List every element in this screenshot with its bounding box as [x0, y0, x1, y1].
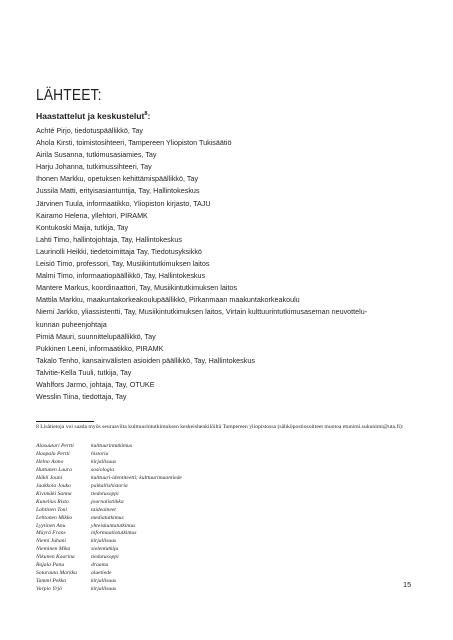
page-number: 15 — [403, 580, 412, 589]
person-field: tiedotusoppi — [91, 490, 119, 497]
list-item: Kairamo Helena, yllehtori, PIRAMK — [36, 210, 148, 220]
person-field: yhteiskuntatutkimus — [91, 522, 136, 529]
person-field: tiedotusoppi — [91, 554, 119, 561]
person-field: kulttuuri-identiteetti; kulttuurimaantiede — [91, 474, 182, 481]
list-item: Achté Pirjo, tiedotuspäällikkö, Tay — [36, 126, 143, 135]
table-row — [36, 562, 182, 570]
person-name: Nieminen Mika — [36, 546, 71, 553]
table-row — [36, 578, 182, 586]
footnote-mark: 8 — [144, 111, 148, 118]
person-name: Lyytinen Anu — [36, 522, 66, 529]
person-name: Jaakkola Jouko — [36, 482, 71, 489]
person-name: Kunelius Risto — [36, 498, 69, 505]
list-item: Wahlfors Jarmo, johtaja, Tay, OTUKE — [36, 379, 155, 389]
person-name: Mäyrä Frans — [36, 530, 66, 537]
person-field: aluetiede — [91, 570, 112, 577]
list-item: Ahola Kirsti, toimistosihteeri, Tampereen Yliopiston Tukisäätiö — [36, 138, 232, 148]
person-field: paikallishistoria — [91, 482, 128, 489]
person-field: sielentutkija — [91, 546, 119, 553]
person-name: Tammi Pekka — [36, 578, 67, 585]
person-name: Lehtonen Mikko — [36, 514, 73, 521]
list-item: Talvitie-Kella Tuuli, tutkija, Tay — [36, 367, 132, 377]
list-item: Mantere Markus, koordinaattori, Tay, Musiikintutkimuksen laitos — [36, 283, 238, 293]
subheading-text: Haastattelut ja keskustelut — [36, 111, 145, 121]
table-row — [36, 530, 182, 538]
person-name: Haapala Pertti — [36, 450, 70, 457]
list-item: Harju Johanna, tutkimussihteeri, Tay — [36, 162, 152, 172]
footnote-divider — [36, 421, 94, 422]
list-item: Jussila Matti, erityisasiantuntija, Tay, Hallintokeskus — [36, 186, 200, 196]
table-row — [36, 586, 182, 594]
person-field: mediatutkimus — [91, 514, 124, 521]
list-item: Wesslin Tiina, tiedottaja, Tay — [36, 392, 127, 402]
table-row — [36, 451, 182, 459]
list-item: Mattila Markku, maakuntakorkeakoulupäällikkö, Pirkanmaan maakuntakorkeakoulu — [36, 295, 300, 305]
table-row — [36, 554, 182, 562]
list-item: Airila Susanna, tutkimusasiamies, Tay — [36, 150, 157, 160]
person-field: kirjallisuus — [91, 586, 117, 593]
list-item: Niemi Jarkko, yliassistentti, Tay, Musiikintutkimuksen laitos, Virtain kulttuurintutkimusaseman neuvottelu- — [36, 307, 368, 317]
table-row — [36, 546, 182, 554]
list-item: Laurinolli Heikki, tiedetoimittaja Tay, Tiedotusyksikkö — [36, 246, 202, 256]
person-field: kirjallisuus — [91, 538, 117, 545]
table-row — [36, 491, 182, 499]
list-item: Pukkinen Leeni, informaatikko, PIRAMK — [36, 343, 164, 353]
list-item: Pimiä Mauri, suunnittelupäällikkö, Tay — [36, 331, 156, 341]
person-field: kulttuurintutkimus — [91, 443, 133, 449]
person-name: Helno Asmo — [36, 458, 64, 465]
table-row — [36, 538, 182, 546]
person-field: journalistiikka — [91, 498, 124, 505]
person-field: draama — [91, 562, 109, 569]
list-item: Leisiö Timo, professori, Tay, Musiikintutkimuksen laitos — [36, 259, 210, 269]
person-field: historia — [91, 450, 109, 457]
section-subheading — [36, 111, 150, 121]
person-name: Huttunen Laura — [36, 466, 72, 473]
list-item: Kontukoski Maija, tutkija, Tay — [36, 222, 129, 232]
person-field: kirjallisuus — [91, 458, 117, 465]
list-item: Lahti Timo, hallintojohtaja, Tay, Hallintokeskus — [36, 234, 182, 244]
table-row — [36, 459, 182, 467]
person-field: informaatiotutkimus — [91, 530, 137, 537]
table-row — [36, 467, 182, 475]
table-row — [36, 570, 182, 578]
person-field: kirjallisuus — [91, 578, 117, 585]
person-name: Niemi Juhani — [36, 538, 66, 545]
table-row — [36, 499, 182, 507]
person-name: Lahtinen Toni — [36, 506, 68, 513]
table-row — [36, 515, 182, 523]
list-item: Takalo Tenho, kansainvälisten asioiden päällikkö, Tay, Hallintokeskus — [36, 355, 255, 365]
person-field: sosiologia — [91, 466, 115, 473]
page-heading: LÄHTEET: — [36, 87, 102, 104]
footnote-text: 8 Lisätietoja voi saada myös seuraavilta kulttuurintutkimuksen keskeishenkilöiltä Tampereen yliopistossa (sähköpostiosoitteet muotoa etunimi.sukunimi@uta.fi): — [36, 424, 404, 430]
person-name: Häkli Jouni — [36, 474, 63, 481]
person-name: Kivimäki Sanna — [36, 490, 72, 497]
interviewee-list — [36, 125, 408, 403]
list-item: kunnan puheenjohtaja — [36, 319, 107, 329]
list-item: Malmi Timo, informaatiopäällikkö, Tay, Hallintokeskus — [36, 271, 206, 281]
table-row — [36, 443, 182, 451]
person-name: Varpio Yrjö — [36, 586, 62, 593]
list-item: Ihonen Markku, opetuksen kehittämispäällikkö, Tay — [36, 174, 199, 184]
table-row — [36, 507, 182, 515]
person-field: taideaineet — [91, 506, 116, 513]
person-name: Rajala Panu — [36, 562, 65, 569]
person-name: Nikunen Kaarina — [36, 554, 75, 561]
subheading-colon: : — [147, 111, 151, 121]
table-row — [36, 483, 182, 491]
list-item: Järvinen Tuula, informaatikko, Yliopiston kirjasto, TAJU — [36, 198, 211, 208]
footnote-persons-list — [36, 443, 182, 594]
person-name: Alasuutari Pertti — [36, 443, 74, 449]
table-row — [36, 475, 182, 483]
person-name: Sotarauta Markku — [36, 570, 77, 577]
